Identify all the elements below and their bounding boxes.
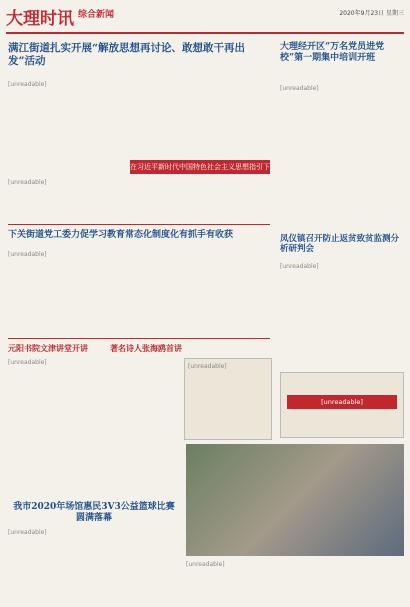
photo [186,444,404,556]
divider [8,338,270,339]
left-ab-body: [unreadable] [8,359,47,366]
right-mid-headline: 凤仪镇召开防止返贫致贫监测分析研判会 [280,234,400,255]
right-top-headline: 大理经开区“万名党员进党校”第一期集中培训开班 [280,42,385,63]
dateline: 2020年9月23日 星期三 [339,10,404,17]
center-box: [unreadable] [184,358,272,440]
photo-caption: [unreadable] [186,561,225,568]
masthead [6,4,404,34]
lead-body-cont: [unreadable] [8,179,47,186]
right-ad-banner: [unreadable] [287,395,397,409]
divider [8,224,270,225]
masthead-logo: 大理时讯 [6,9,74,29]
bottom-headline: 我市2020年场馆惠民3V3公益篮球比赛圆满落幕 [13,502,175,523]
second-body: [unreadable] [8,251,47,258]
left-a-headline: 元阳书院文津讲堂开讲 [8,343,88,353]
right-ad-box [280,372,404,438]
lead-headline: 满江街道扎实开展“解放思想再讨论、敢想敢干再出发”活动 [8,42,246,67]
bottom-body: [unreadable] [8,529,47,536]
lead-body: [unreadable] [8,81,47,88]
right-mid-body: [unreadable] [280,263,319,270]
lead-banner: 在习近平新时代中国特色社会主义思想指引下 [130,160,270,174]
right-top-body: [unreadable] [280,85,319,92]
second-headline: 下关街道党工委力促学习教育常态化制度化有抓手有收获 [8,230,234,240]
left-b-headline: 著名诗人张海鸥首讲 [110,343,182,353]
section-title: 综合新闻 [78,10,115,20]
